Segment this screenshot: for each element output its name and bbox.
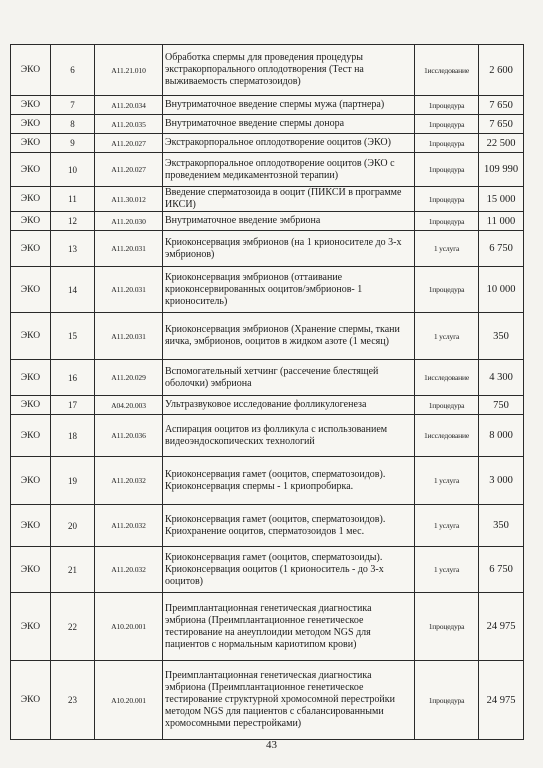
price-cell: 4 300 bbox=[479, 360, 524, 396]
table-row bbox=[11, 505, 524, 547]
unit-cell: 1процедура bbox=[415, 661, 479, 740]
service-code-cell: A11.20.032 bbox=[95, 457, 163, 505]
department-cell: ЭКО bbox=[11, 231, 51, 267]
department-cell: ЭКО bbox=[11, 360, 51, 396]
table-row bbox=[11, 396, 524, 415]
table-row bbox=[11, 415, 524, 457]
row-number-cell: 8 bbox=[51, 115, 95, 134]
table-row bbox=[11, 45, 524, 96]
service-name-cell: Внутриматочное введение эмбриона bbox=[163, 212, 415, 231]
table-row bbox=[11, 231, 524, 267]
service-name-cell: Преимплантационная генетическая диагностика эмбриона (Преимплантационное генетическое тестирование структурной хромосомной перестройки методом NGS для пациентов с сбалансированными хромосомными перестройками) bbox=[163, 661, 415, 740]
table-row bbox=[11, 212, 524, 231]
unit-cell: 1процедура bbox=[415, 396, 479, 415]
department-cell: ЭКО bbox=[11, 457, 51, 505]
table-row bbox=[11, 153, 524, 187]
unit-cell: 1процедура bbox=[415, 187, 479, 212]
table-row bbox=[11, 115, 524, 134]
table-row bbox=[11, 661, 524, 740]
row-number-cell: 11 bbox=[51, 187, 95, 212]
department-cell: ЭКО bbox=[11, 96, 51, 115]
price-cell: 8 000 bbox=[479, 415, 524, 457]
price-cell: 350 bbox=[479, 505, 524, 547]
table-row bbox=[11, 360, 524, 396]
unit-cell: 1процедура bbox=[415, 593, 479, 661]
row-number-cell: 19 bbox=[51, 457, 95, 505]
service-code-cell: A11.20.034 bbox=[95, 96, 163, 115]
unit-cell: 1процедура bbox=[415, 212, 479, 231]
price-table bbox=[10, 44, 524, 740]
price-table-body bbox=[11, 45, 524, 740]
row-number-cell: 23 bbox=[51, 661, 95, 740]
row-number-cell: 20 bbox=[51, 505, 95, 547]
row-number-cell: 12 bbox=[51, 212, 95, 231]
department-cell: ЭКО bbox=[11, 415, 51, 457]
service-code-cell: A10.20.001 bbox=[95, 661, 163, 740]
row-number-cell: 22 bbox=[51, 593, 95, 661]
price-cell: 109 990 bbox=[479, 153, 524, 187]
service-code-cell: A11.20.032 bbox=[95, 505, 163, 547]
service-name-cell: Преимплантационная генетическая диагностика эмбриона (Преимплантационное генетическое тестирование на анеуплоидии методом NGS для пациентов с нормальным кариотипом крови) bbox=[163, 593, 415, 661]
unit-cell: 1исследование bbox=[415, 415, 479, 457]
unit-cell: 1 услуга bbox=[415, 313, 479, 360]
service-name-cell: Внутриматочное введение спермы донора bbox=[163, 115, 415, 134]
table-row bbox=[11, 593, 524, 661]
service-code-cell: A11.20.036 bbox=[95, 415, 163, 457]
department-cell: ЭКО bbox=[11, 267, 51, 313]
price-cell: 7 650 bbox=[479, 115, 524, 134]
unit-cell: 1 услуга bbox=[415, 547, 479, 593]
price-cell: 24 975 bbox=[479, 661, 524, 740]
service-code-cell: A11.20.027 bbox=[95, 153, 163, 187]
department-cell: ЭКО bbox=[11, 593, 51, 661]
department-cell: ЭКО bbox=[11, 313, 51, 360]
service-name-cell: Криоконсервация гамет (ооцитов, сперматозоидов). Криохранение ооцитов, сперматозоидов 1 мес. bbox=[163, 505, 415, 547]
unit-cell: 1исследование bbox=[415, 360, 479, 396]
unit-cell: 1процедура bbox=[415, 267, 479, 313]
service-name-cell: Криоконсервация эмбрионов (Хранение спермы, ткани яичка, эмбрионов, ооцитов в жидком азоте (1 месяц) bbox=[163, 313, 415, 360]
service-name-cell: Криоконсервация эмбрионов (на 1 крионосителе до 3-х эмбрионов) bbox=[163, 231, 415, 267]
price-cell: 2 600 bbox=[479, 45, 524, 96]
unit-cell: 1процедура bbox=[415, 153, 479, 187]
service-name-cell: Экстракорпоральное оплодотворение ооцитов (ЭКО) bbox=[163, 134, 415, 153]
row-number-cell: 13 bbox=[51, 231, 95, 267]
service-name-cell: Обработка спермы для проведения процедуры экстракорпорального оплодотворения (Тест на выживаемость сперматозоидов) bbox=[163, 45, 415, 96]
service-code-cell: A11.20.031 bbox=[95, 267, 163, 313]
price-cell: 6 750 bbox=[479, 231, 524, 267]
service-name-cell: Введение сперматозоида в ооцит (ПИКСИ в программе ИКСИ) bbox=[163, 187, 415, 212]
price-cell: 350 bbox=[479, 313, 524, 360]
table-row bbox=[11, 547, 524, 593]
department-cell: ЭКО bbox=[11, 396, 51, 415]
department-cell: ЭКО bbox=[11, 153, 51, 187]
service-name-cell: Криоконсервация гамет (ооцитов, сперматозоиды). Криоконсервация ооцитов (1 крионоситель - до 3-х ооцитов) bbox=[163, 547, 415, 593]
unit-cell: 1процедура bbox=[415, 134, 479, 153]
department-cell: ЭКО bbox=[11, 187, 51, 212]
service-code-cell: A11.20.029 bbox=[95, 360, 163, 396]
row-number-cell: 18 bbox=[51, 415, 95, 457]
price-cell: 10 000 bbox=[479, 267, 524, 313]
service-name-cell: Экстракорпоральное оплодотворение ооцитов (ЭКО с проведением медикаментозной терапии) bbox=[163, 153, 415, 187]
row-number-cell: 9 bbox=[51, 134, 95, 153]
department-cell: ЭКО bbox=[11, 212, 51, 231]
row-number-cell: 7 bbox=[51, 96, 95, 115]
price-cell: 15 000 bbox=[479, 187, 524, 212]
price-cell: 11 000 bbox=[479, 212, 524, 231]
price-cell: 6 750 bbox=[479, 547, 524, 593]
table-row bbox=[11, 457, 524, 505]
service-code-cell: A11.20.031 bbox=[95, 231, 163, 267]
unit-cell: 1 услуга bbox=[415, 505, 479, 547]
service-name-cell: Внутриматочное введение спермы мужа (партнера) bbox=[163, 96, 415, 115]
department-cell: ЭКО bbox=[11, 115, 51, 134]
price-cell: 24 975 bbox=[479, 593, 524, 661]
department-cell: ЭКО bbox=[11, 505, 51, 547]
service-code-cell: A11.20.030 bbox=[95, 212, 163, 231]
unit-cell: 1процедура bbox=[415, 115, 479, 134]
table-row bbox=[11, 96, 524, 115]
unit-cell: 1 услуга bbox=[415, 231, 479, 267]
price-cell: 22 500 bbox=[479, 134, 524, 153]
row-number-cell: 14 bbox=[51, 267, 95, 313]
table-row bbox=[11, 313, 524, 360]
unit-cell: 1процедура bbox=[415, 96, 479, 115]
unit-cell: 1 услуга bbox=[415, 457, 479, 505]
service-code-cell: A10.20.001 bbox=[95, 593, 163, 661]
table-row bbox=[11, 267, 524, 313]
department-cell: ЭКО bbox=[11, 134, 51, 153]
department-cell: ЭКО bbox=[11, 661, 51, 740]
service-code-cell: A11.20.027 bbox=[95, 134, 163, 153]
service-code-cell: A11.20.031 bbox=[95, 313, 163, 360]
service-name-cell: Аспирация ооцитов из фолликула с использованием видеоэндоскопических технологий bbox=[163, 415, 415, 457]
price-cell: 750 bbox=[479, 396, 524, 415]
service-name-cell: Вспомогательный хетчинг (рассечение блестящей оболочки) эмбриона bbox=[163, 360, 415, 396]
service-name-cell: Криоконсервация гамет (ооцитов, сперматозоидов). Криоконсервация спермы - 1 криопробирка. bbox=[163, 457, 415, 505]
service-name-cell: Криоконсервация эмбрионов (оттаивание криоконсервированных ооцитов/эмбрионов- 1 крионоситель) bbox=[163, 267, 415, 313]
service-code-cell: A11.30.012 bbox=[95, 187, 163, 212]
service-code-cell: A11.21.010 bbox=[95, 45, 163, 96]
service-code-cell: A11.20.032 bbox=[95, 547, 163, 593]
row-number-cell: 10 bbox=[51, 153, 95, 187]
page-number: 43 bbox=[266, 739, 277, 751]
table-row bbox=[11, 134, 524, 153]
table-row bbox=[11, 187, 524, 212]
unit-cell: 1исследование bbox=[415, 45, 479, 96]
service-code-cell: A11.20.035 bbox=[95, 115, 163, 134]
department-cell: ЭКО bbox=[11, 547, 51, 593]
service-code-cell: A04.20.003 bbox=[95, 396, 163, 415]
row-number-cell: 17 bbox=[51, 396, 95, 415]
row-number-cell: 6 bbox=[51, 45, 95, 96]
price-cell: 7 650 bbox=[479, 96, 524, 115]
row-number-cell: 16 bbox=[51, 360, 95, 396]
row-number-cell: 15 bbox=[51, 313, 95, 360]
row-number-cell: 21 bbox=[51, 547, 95, 593]
department-cell: ЭКО bbox=[11, 45, 51, 96]
service-name-cell: Ультразвуковое исследование фолликулогенеза bbox=[163, 396, 415, 415]
price-cell: 3 000 bbox=[479, 457, 524, 505]
